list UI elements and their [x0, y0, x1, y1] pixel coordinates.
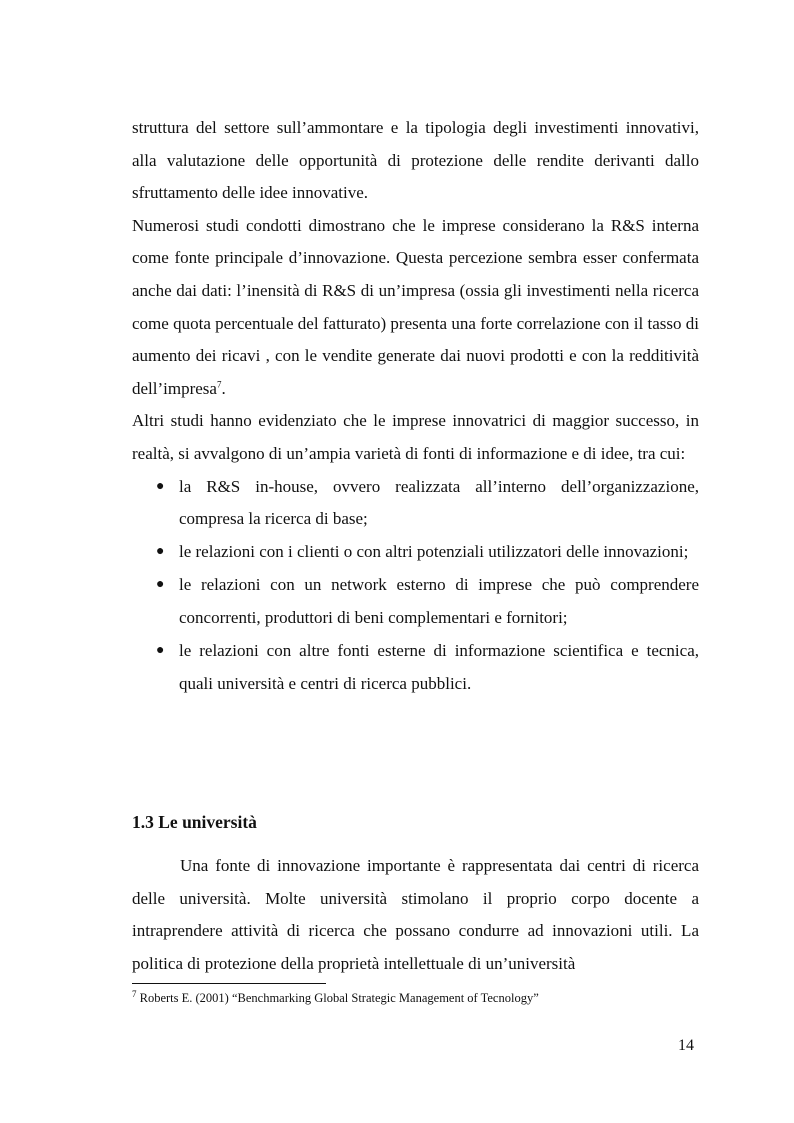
footnote-divider	[132, 983, 326, 984]
page-number: 14	[678, 1037, 694, 1054]
bullet-icon: ●	[156, 478, 165, 494]
list-item	[132, 536, 699, 569]
bullet-icon: ●	[156, 544, 165, 560]
list-item	[132, 471, 699, 536]
footnote-text: Roberts E. (2001) “Benchmarking Global Strategic Management of Tecnology”	[136, 991, 539, 1005]
list-item	[132, 569, 699, 634]
page-body	[132, 112, 699, 973]
section-body	[132, 850, 699, 980]
list-item-text: le relazioni con i clienti o con altri potenziali utilizzatori delle innovazioni;	[179, 542, 689, 562]
list-item-text: la R&S in-house, ovvero realizzata all’interno dell’organizzazione, compresa la ricerca di base;	[179, 476, 699, 529]
paragraph-1: struttura del settore sull’ammontare e la tipologia degli investimenti innovativi, alla valutazione delle opportunità di protezione delle rendite derivanti dallo sfruttamento delle idee innovative.	[132, 118, 699, 203]
list-item	[132, 635, 699, 700]
bullet-icon: ●	[156, 643, 165, 658]
footnote-number: 7	[132, 988, 137, 999]
list-item-text: le relazioni con un network esterno di imprese che può comprendere concorrenti, produttori di beni complementari e fornitori;	[179, 575, 699, 627]
paragraph-2-text: Numerosi studi condotti dimostrano che le imprese considerano la R&S interna come fonte principale d’innovazione. Questa percezione sembra esser confermata anche dai dati: l’inensità di R&S di un’impresa (ossia gli investimenti nella ricerca come quota percentuale del fatturato) presenta una forte correlazione con il tasso di aumento dei ricavi , con le vendite generate dai nuovi prodotti e con la redditività dell’impresa	[132, 215, 699, 398]
footnote-ref: 7	[216, 379, 222, 390]
footnote	[132, 990, 699, 1006]
bullet-list	[132, 471, 699, 701]
paragraph-2-end: .	[221, 378, 226, 398]
paragraph-2	[132, 210, 699, 406]
list-item-text: le relazioni con altre fonti esterne di informazione scientifica e tecnica, quali università e centri di ricerca pubblici.	[179, 641, 699, 693]
section-paragraph: Una fonte di innovazione importante è rappresentata dai centri di ricerca delle università. Molte università stimolano il proprio corpo docente a intraprendere attività di ricerca che possano condurre ad innovazioni utili. La politica di protezione della proprietà intellettuale di un’università	[132, 856, 699, 973]
section-heading: 1.3 Le università	[132, 812, 257, 832]
bullet-icon: ●	[156, 577, 165, 593]
paragraph-3: Altri studi hanno evidenziato che le imprese innovatrici di maggior successo, in realtà, si avvalgono di un’ampia varietà di fonti di informazione e di idee, tra cui:	[132, 411, 699, 463]
